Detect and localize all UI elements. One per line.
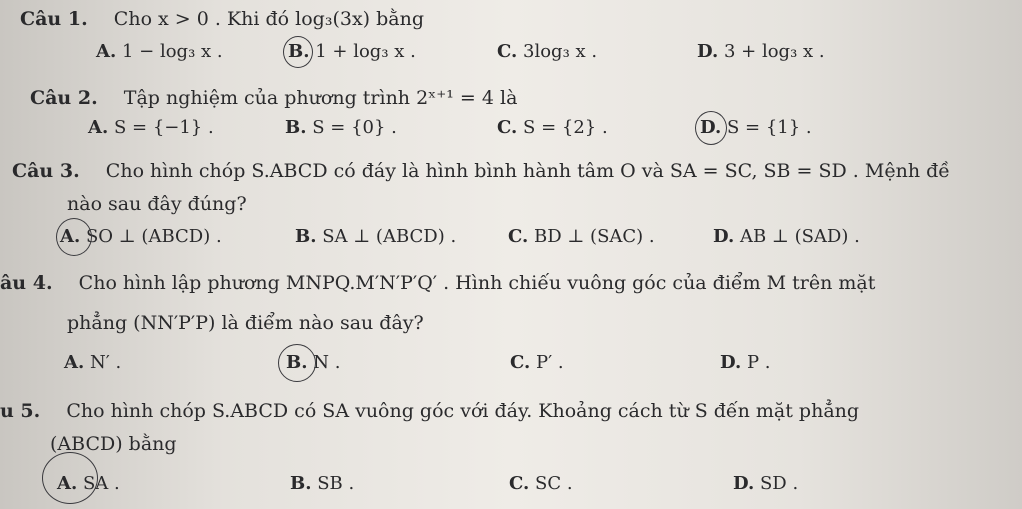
question-3-label: Câu 3.	[12, 160, 80, 182]
question-5-stem-line1: Cho hình chóp S.ABCD có SA vuông góc với đáy. Khoảng cách từ S đến mặt phẳng	[66, 400, 860, 422]
question-3-stem-line2: nào sau đây đúng?	[67, 193, 247, 215]
q4-option-b[interactable]: B. N .	[286, 352, 341, 373]
question-2-label: Câu 2.	[30, 87, 98, 109]
q4-option-d[interactable]: D. P .	[720, 352, 771, 373]
q4-option-a[interactable]: A. N′ .	[64, 352, 122, 373]
q3-option-c[interactable]: C. BD ⊥ (SAC) .	[508, 226, 655, 247]
q1-option-d[interactable]: D. 3 + log₃ x .	[697, 41, 825, 62]
question-4	[0, 272, 875, 294]
q2-option-d[interactable]: D. S = {1} .	[700, 117, 812, 138]
q5-option-c[interactable]: C. SC .	[509, 473, 573, 494]
question-1	[20, 8, 424, 30]
question-4-stem-line1: Cho hình lập phương MNPQ.M′N′P′Q′ . Hình chiếu vuông góc của điểm M trên mặt	[78, 272, 876, 294]
question-1-label: Câu 1.	[20, 8, 88, 30]
q2-option-b[interactable]: B. S = {0} .	[285, 117, 397, 138]
question-5-label: u 5.	[0, 400, 41, 422]
question-2-stem: Tập nghiệm của phương trình 2ˣ⁺¹ = 4 là	[123, 87, 518, 109]
question-3-stem-line1: Cho hình chóp S.ABCD có đáy là hình bình hành tâm O và SA = SC, SB = SD . Mệnh đề	[105, 160, 950, 182]
q2-option-c[interactable]: C. S = {2} .	[497, 117, 608, 138]
q1-option-c[interactable]: C. 3log₃ x .	[497, 41, 598, 62]
question-5	[0, 400, 859, 422]
q2-option-a[interactable]: A. S = {−1} .	[88, 117, 214, 138]
q5-option-d[interactable]: D. SD .	[733, 473, 799, 494]
question-4-label: âu 4.	[0, 272, 53, 294]
question-5-stem-line2: (ABCD) bằng	[50, 433, 177, 455]
q3-option-a[interactable]: A. SO ⊥ (ABCD) .	[60, 226, 222, 247]
q1-option-b[interactable]: B. 1 + log₃ x .	[288, 41, 416, 62]
q5-option-b[interactable]: B. SB .	[290, 473, 355, 494]
q3-option-d[interactable]: D. AB ⊥ (SAD) .	[713, 226, 860, 247]
q5-option-a[interactable]: A. SA .	[57, 473, 120, 494]
question-1-stem: Cho x > 0 . Khi đó log₃(3x) bằng	[113, 8, 425, 30]
question-3	[12, 160, 950, 182]
question-4-stem-line2: phẳng (NN′P′P) là điểm nào sau đây?	[67, 312, 424, 334]
q1-option-a[interactable]: A. 1 − log₃ x .	[96, 41, 223, 62]
question-2	[30, 87, 517, 109]
q3-option-b[interactable]: B. SA ⊥ (ABCD) .	[295, 226, 457, 247]
q4-option-c[interactable]: C. P′ .	[510, 352, 564, 373]
